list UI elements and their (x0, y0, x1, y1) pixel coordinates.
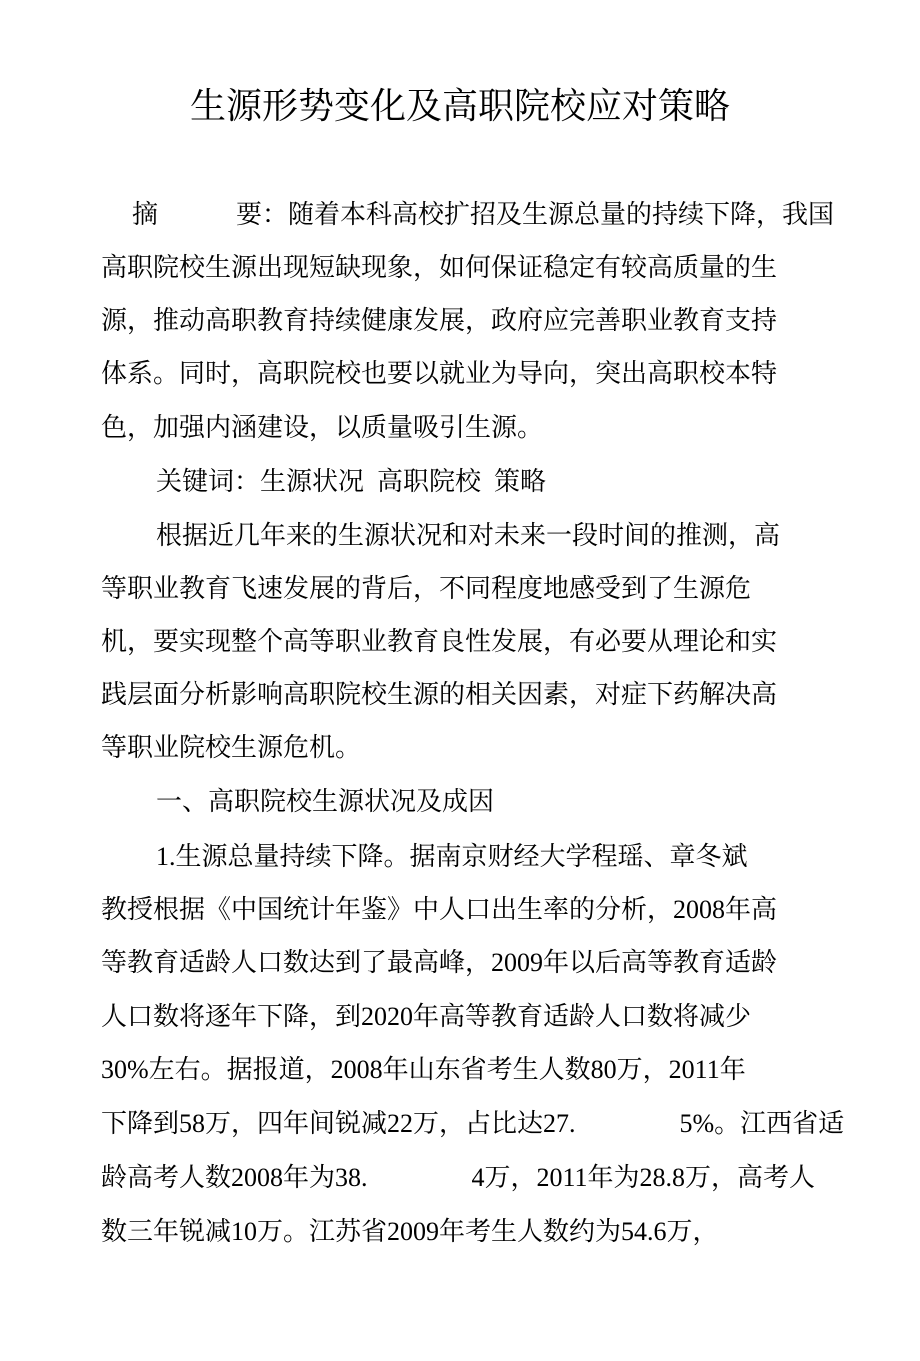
section-heading: 一、高职院校生源状况及成因 (156, 787, 495, 816)
paragraph-line: 下降到58万，四年间锐减22万，占比达27. 5%。江西省适 (101, 1109, 845, 1138)
paragraph-line: 30%左右。据报道，2008年山东省考生人数80万，2011年 (101, 1055, 746, 1084)
paragraph-line: 机，要实现整个高等职业教育良性发展，有必要从理论和实 (101, 627, 778, 656)
paragraph-line: 等教育适龄人口数达到了最高峰，2009年以后高等教育适龄 (101, 948, 778, 977)
abstract-line: 高职院校生源出现短缺现象，如何保证稳定有较高质量的生 (101, 253, 778, 282)
paragraph-line: 龄高考人数2008年为38. 4万，2011年为28.8万，高考人 (101, 1163, 816, 1192)
paragraph-line: 根据近几年来的生源状况和对未来一段时间的推测，高 (156, 521, 781, 550)
keywords-line: 关键词：生源状况 高职院校 策略 (156, 467, 547, 496)
abstract-line: 源，推动高职教育持续健康发展，政府应完善职业教育支持 (101, 306, 778, 335)
paragraph-line: 人口数将逐年下降，到2020年高等教育适龄人口数将减少 (101, 1002, 752, 1031)
paragraph-line: 等职业教育飞速发展的背后，不同程度地感受到了生源危 (101, 574, 752, 603)
abstract-line: 体系。同时，高职院校也要以就业为导向，突出高职校本特 (101, 359, 778, 388)
paragraph-line: 等职业院校生源危机。 (101, 733, 362, 762)
paragraph-line: 教授根据《中国统计年鉴》中人口出生率的分析，2008年高 (101, 895, 778, 924)
paragraph-line: 1.生源总量持续下降。据南京财经大学程瑶、章冬斌 (156, 842, 748, 871)
abstract-line: 色，加强内涵建设，以质量吸引生源。 (101, 413, 544, 442)
document-title: 生源形势变化及高职院校应对策略 (189, 86, 730, 126)
abstract-line: 摘 要：随着本科高校扩招及生源总量的持续下降，我国 (132, 200, 835, 229)
paragraph-line: 践层面分析影响高职院校生源的相关因素，对症下药解决高 (101, 680, 778, 709)
paragraph-line: 数三年锐减10万。江苏省2009年考生人数约为54.6万， (101, 1217, 719, 1246)
